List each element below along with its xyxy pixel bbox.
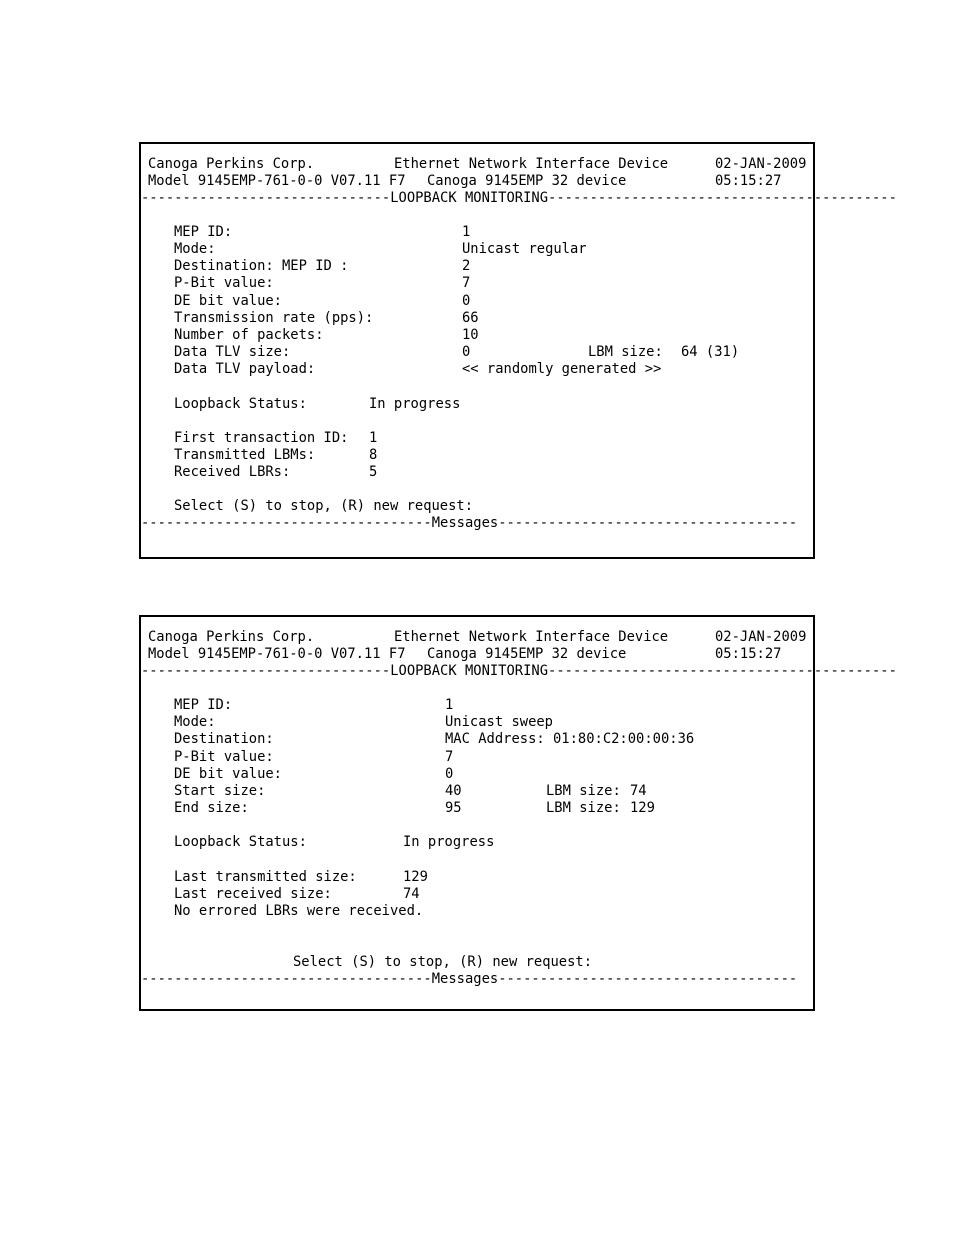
counter-value: 8	[369, 447, 378, 463]
command-prompt[interactable]: Select (S) to stop, (R) new request:	[174, 498, 474, 514]
company-name: Canoga Perkins Corp.	[148, 629, 315, 645]
lbm-size-label: LBM size:	[546, 800, 621, 816]
counter-value: 5	[369, 464, 378, 480]
field-label: Data TLV size:	[174, 344, 291, 360]
counter-label: Last transmitted size:	[174, 869, 357, 885]
company-name: Canoga Perkins Corp.	[148, 156, 315, 172]
loopback-status-label: Loopback Status:	[174, 834, 307, 850]
field-label: MEP ID:	[174, 697, 233, 713]
counter-value: 1	[369, 430, 378, 446]
time: 05:15:27	[715, 173, 782, 189]
field-label: End size:	[174, 800, 249, 816]
counter-label: Transmitted LBMs:	[174, 447, 316, 463]
counter-label: Received LBRs:	[174, 464, 291, 480]
date: 02-JAN-2009	[715, 156, 807, 172]
field-label: DE bit value:	[174, 293, 282, 309]
field-label: Transmission rate (pps):	[174, 310, 374, 326]
lbm-size-value: 129	[630, 800, 655, 816]
field-value: 40	[445, 783, 462, 799]
lbm-size-label: LBM size:	[588, 344, 663, 360]
device-type: Ethernet Network Interface Device	[394, 629, 669, 645]
field-value: 0	[462, 293, 471, 309]
lbm-size-value: 74	[630, 783, 647, 799]
field-value: 2	[462, 258, 471, 274]
section-separator: ------------------------------LOOPBACK MONITORING------------------------------------------	[141, 663, 897, 679]
field-value: 7	[462, 275, 471, 291]
loopback-status-label: Loopback Status:	[174, 396, 307, 412]
field-label: Mode:	[174, 714, 216, 730]
field-value: 10	[462, 327, 479, 343]
time: 05:15:27	[715, 646, 782, 662]
field-value: MAC Address: 01:80:C2:00:00:36	[445, 731, 695, 747]
field-label: Destination: MEP ID :	[174, 258, 349, 274]
field-value: << randomly generated >>	[462, 361, 662, 377]
device-type: Ethernet Network Interface Device	[394, 156, 669, 172]
field-label: Number of packets:	[174, 327, 324, 343]
field-value: 0	[462, 344, 471, 360]
loopback-regular-screen	[139, 142, 897, 559]
device-name: Canoga 9145EMP 32 device	[427, 173, 627, 189]
field-label: Destination:	[174, 731, 274, 747]
field-label: P-Bit value:	[174, 749, 274, 765]
lbm-size-value: 64 (31)	[681, 344, 740, 360]
messages-separator: -----------------------------------Messages------------------------------------	[141, 971, 798, 987]
counter-label: First transaction ID:	[174, 430, 349, 446]
command-prompt[interactable]: Select (S) to stop, (R) new request:	[293, 954, 593, 970]
section-title: LOOPBACK MONITORING	[390, 190, 549, 206]
messages-title: Messages	[431, 515, 499, 531]
loopback-sweep-screen	[139, 615, 897, 1011]
loopback-status-value: In progress	[369, 396, 461, 412]
field-label: Mode:	[174, 241, 216, 257]
field-value: Unicast sweep	[445, 714, 553, 730]
date: 02-JAN-2009	[715, 629, 807, 645]
device-name: Canoga 9145EMP 32 device	[427, 646, 627, 662]
counter-label: Last received size:	[174, 886, 332, 902]
section-title: LOOPBACK MONITORING	[390, 663, 549, 679]
field-value: Unicast regular	[462, 241, 587, 257]
counter-value: 74	[403, 886, 420, 902]
no-errors-note: No errored LBRs were received.	[174, 903, 424, 919]
field-value: 95	[445, 800, 462, 816]
field-value: 0	[445, 766, 454, 782]
loopback-status-value: In progress	[403, 834, 495, 850]
counter-value: 129	[403, 869, 428, 885]
field-value: 66	[462, 310, 479, 326]
field-label: MEP ID:	[174, 224, 233, 240]
field-label: Data TLV payload:	[174, 361, 316, 377]
lbm-size-label: LBM size:	[546, 783, 621, 799]
field-value: 1	[462, 224, 471, 240]
field-label: P-Bit value:	[174, 275, 274, 291]
field-value: 1	[445, 697, 454, 713]
messages-title: Messages	[431, 971, 499, 987]
model: Model 9145EMP-761-0-0 V07.11 F7	[148, 173, 406, 189]
messages-separator: -----------------------------------Messages------------------------------------	[141, 515, 798, 531]
field-value: 7	[445, 749, 454, 765]
field-label: DE bit value:	[174, 766, 282, 782]
model: Model 9145EMP-761-0-0 V07.11 F7	[148, 646, 406, 662]
section-separator: ------------------------------LOOPBACK MONITORING------------------------------------------	[141, 190, 897, 206]
field-label: Start size:	[174, 783, 266, 799]
